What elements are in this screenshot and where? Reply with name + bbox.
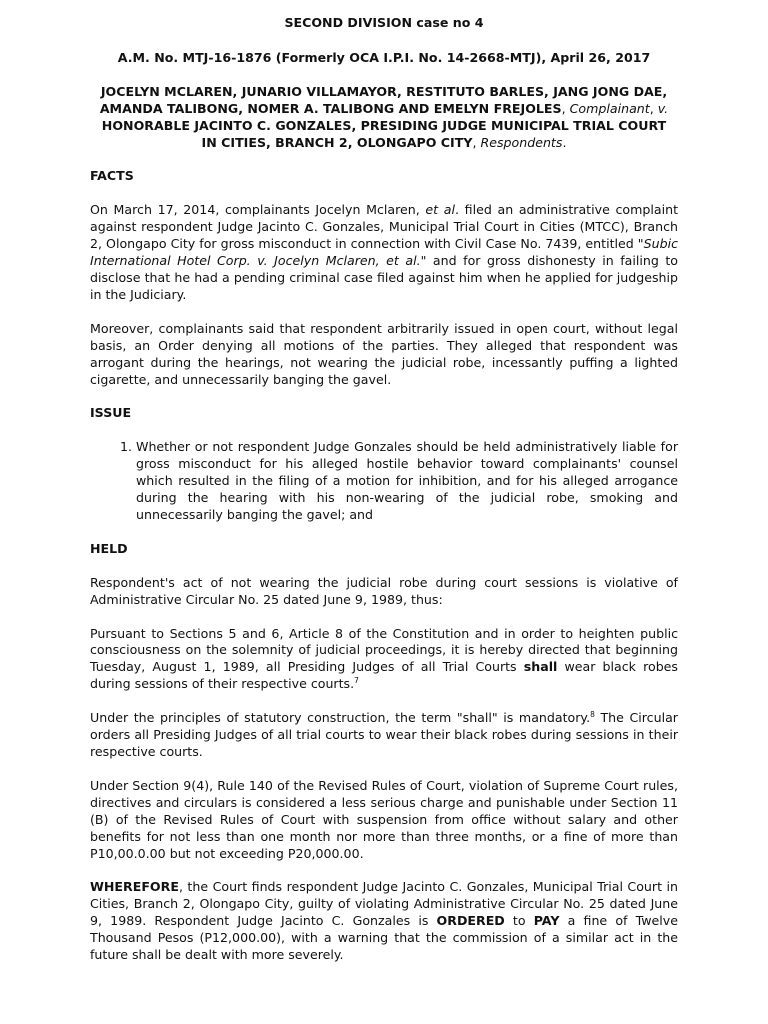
parties-separator: ,	[472, 134, 481, 150]
case-parties	[90, 84, 678, 152]
held-text: The Circular orders all Presiding Judges of all trial courts to wear their black robes during sessions in their respective courts.	[90, 710, 678, 759]
bold-pay: PAY	[533, 913, 560, 929]
wherefore-paragraph	[90, 879, 678, 964]
document-title: SECOND DIVISION case no 4	[284, 15, 484, 30]
complainant-role: Complainant	[569, 100, 650, 116]
held-text: to	[504, 913, 534, 929]
bold-wherefore: WHEREFORE	[90, 879, 179, 895]
issue-item: 1. Whether or not respondent Judge Gonzales should be held administratively liable for gross misconduct for his alleged hostile behavior toward complainants' counsel which resulted in the filing of a motion for inhibition, and for his alleged arrogance during the hearing with his non-wearing of the judicial robe, smoking and unnecessarily banging the gavel; and	[136, 439, 678, 524]
respondent-name: HONORABLE JACINTO C. GONZALES, PRESIDING JUDGE MUNICIPAL TRIAL COURT IN CITIES, BRANCH 2, OLONGAPO CITY	[101, 117, 667, 150]
versus-label: v.	[657, 100, 669, 116]
held-paragraph-1: Respondent's act of not wearing the judicial robe during court sessions is violative of Administrative Circular No. 25 dated June 9, 1989, thus:	[90, 574, 678, 607]
held-quote-paragraph	[90, 626, 678, 694]
facts-italic-et-al: et al	[425, 202, 455, 218]
complainants-names: JOCELYN MCLAREN, JUNARIO VILLAMAYOR, RESTITUTO BARLES, JANG JONG DAE, AMANDA TALIBONG, NOMER A. TALIBONG AND EMELYN FREJOLES	[99, 83, 668, 116]
held-heading: HELD	[90, 540, 128, 556]
facts-text: On March 17, 2014, complainants Jocelyn Mclaren,	[90, 202, 426, 218]
respondent-role: Respondents	[480, 134, 563, 150]
held-text: a fine of Twelve Thousand Pesos (P12,000.00), with a warning that the commission of a similar act in the future shall be dealt with more severely.	[90, 913, 678, 963]
held-paragraph-4: Under Section 9(4), Rule 140 of the Revised Rules of Court, violation of Supreme Court rules, directives and circulars is considered a less serious charge and punishable under Section 11 (B) of the Revised Rules of Court with suspension from office without salary and other benefits for not less than one month nor more than three months, or a fine of more than P10,00.0.00 but not exceeding P20,000.00.	[90, 777, 678, 861]
facts-text: . filed an administrative complaint against respondent Judge Jacinto C. Gonzales, Municipal Trial Court in Cities (MTCC), Branch 2, Olongapo City for gross misconduct in connection with Civil Case No. 7439, entitled "	[90, 202, 679, 252]
footnote-marker: 8	[590, 710, 595, 720]
held-paragraph-3	[90, 710, 678, 761]
facts-heading: FACTS	[90, 168, 134, 184]
issue-list	[90, 439, 678, 524]
bold-ordered: ORDERED	[436, 913, 505, 929]
issue-heading: ISSUE	[90, 405, 132, 421]
facts-text: " and for gross dishonesty in failing to disclose that he had a pending criminal case filed against him when he applied for judgeship in the Judiciary.	[90, 253, 678, 302]
case-title-italic: Subic International Hotel Corp. v. Jocelyn Mclaren, et al.	[90, 236, 678, 269]
facts-paragraph-1	[90, 202, 678, 303]
case-citation: A.M. No. MTJ-16-1876 (Formerly OCA I.P.I. No. 14-2668-MTJ), April 26, 2017	[117, 49, 651, 65]
parties-separator: ,	[649, 100, 658, 116]
parties-end: .	[562, 134, 567, 150]
parties-separator: ,	[561, 100, 570, 116]
footnote-marker: 7	[354, 676, 359, 686]
bold-shall: shall	[523, 659, 558, 675]
facts-paragraph-2: Moreover, complainants said that respondent arbitrarily issued in open court, without legal basis, an Order denying all motions of the parties. They alleged that respondent was arrogant during the hearings, not wearing the judicial robe, incessantly puffing a lighted cigarette, and unnecessarily banging the gavel.	[90, 320, 678, 387]
held-text: , the Court finds respondent Judge Jacinto C. Gonzales, Municipal Trial Court in Cities, Branch 2, Olongapo City, guilty of violating Administrative Circular No. 25 dated June 9, 1989. Respondent Judge Jacinto C. Gonzales is	[90, 879, 678, 929]
held-text: Under the principles of statutory construction, the term "shall" is mandatory.	[90, 710, 591, 726]
held-text: Pursuant to Sections 5 and 6, Article 8 of the Constitution and in order to heighten public consciousness on the solemnity of judicial proceedings, it is hereby directed that beginning Tuesday, August 1, 1989, all Presiding Judges of all Trial Courts	[90, 625, 678, 675]
held-text: wear black robes during sessions of their respective courts.	[90, 659, 678, 692]
